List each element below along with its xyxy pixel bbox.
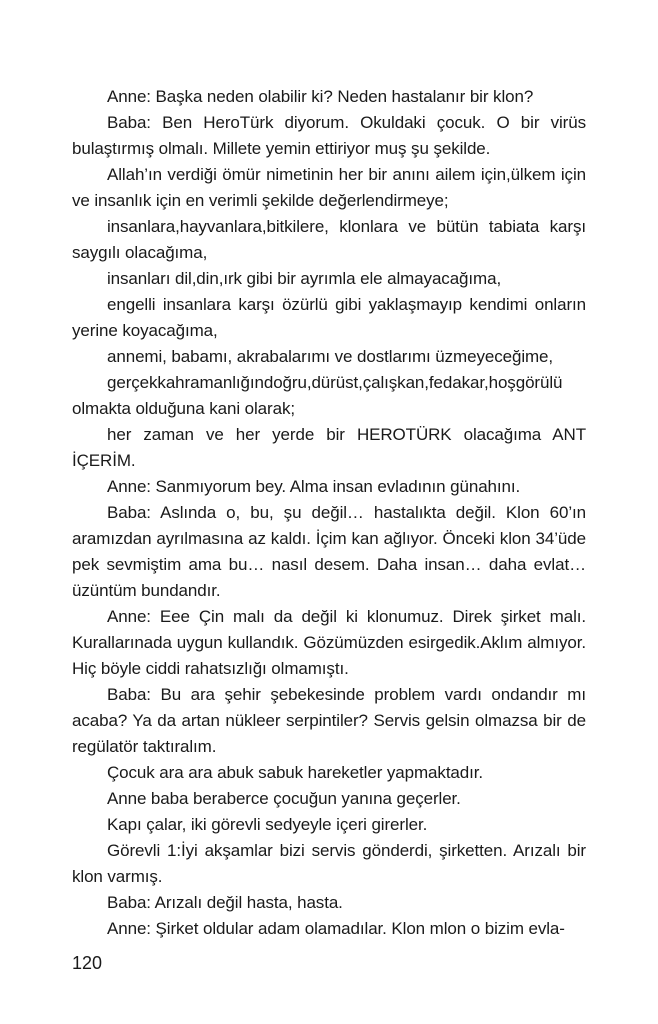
paragraph: Anne: Başka neden olabilir ki? Neden hastalanır bir klon? [107, 87, 534, 106]
paragraph: Anne: Sanmıyorum bey. Alma insan evladının günahını. [107, 477, 521, 496]
paragraph: insanlara,hayvanlara,bitkilere, klonlara ve bütün tabiata karşı saygılı olacağıma, [72, 217, 586, 262]
paragraph: Anne: Eee Çin malı da değil ki klonumuz. Direk şirket malı. Kurallarınada uygun kullandık. Gözümüzden esirgedik.Aklım almıyor. Hiç böyle ciddi rahatsızlığı olmamıştı. [72, 607, 586, 678]
paragraph: Baba: Aslında o, bu, şu değil… hastalıkta değil. Klon 60’ın aramızdan ayrılmasına az kaldı. İçim kan ağlıyor. Önceki klon 34’üde pek sevmiştim ama bu… nasıl desem. Daha insan… daha evlat… üzüntüm bundandır. [72, 503, 586, 600]
paragraph: Allah’ın verdiği ömür nimetinin her bir anını ailem için,ülkem için ve insanlık için en verimli şekilde değerlendirmeye; [72, 165, 586, 210]
paragraph: insanları dil,din,ırk gibi bir ayrımla ele almayacağıma, [107, 269, 502, 288]
paragraph: engelli insanlara karşı özürlü gibi yaklaşmayıp kendimi onların yerine koyacağıma, [72, 295, 586, 340]
paragraph: Çocuk ara ara abuk sabuk hareketler yapmaktadır. [107, 763, 484, 782]
page-number: 120 [72, 953, 103, 973]
paragraph: Baba: Ben HeroTürk diyorum. Okuldaki çocuk. O bir virüs bulaştırmış olmalı. Millete yemin ettiriyor muş şu şekilde. [72, 113, 586, 158]
paragraph: Anne: Şirket oldular adam olamadılar. Klon mlon o bizim evla- [107, 919, 565, 938]
paragraph: Baba: Bu ara şehir şebekesinde problem vardı ondandır mı acaba? Ya da artan nükleer serpintiler? Servis gelsin olmazsa bir de regülatör taktıralım. [72, 685, 586, 756]
paragraph: Kapı çalar, iki görevli sedyeyle içeri girerler. [107, 815, 428, 834]
book-page-body [72, 84, 586, 942]
paragraph: gerçekkahramanlığındoğru,dürüst,çalışkan,fedakar,hoşgörülü olmakta olduğuna kani olarak; [72, 373, 563, 418]
paragraph: Anne baba beraberce çocuğun yanına geçerler. [107, 789, 461, 808]
paragraph: Baba: Arızalı değil hasta, hasta. [107, 893, 343, 912]
paragraph: Görevli 1:İyi akşamlar bizi servis gönderdi, şirketten. Arızalı bir klon varmış. [72, 841, 586, 886]
paragraph: annemi, babamı, akrabalarımı ve dostlarımı üzmeyeceğime, [107, 347, 554, 366]
paragraph: her zaman ve her yerde bir HEROTÜRK olacağıma ANT İÇERİM. [72, 425, 586, 470]
